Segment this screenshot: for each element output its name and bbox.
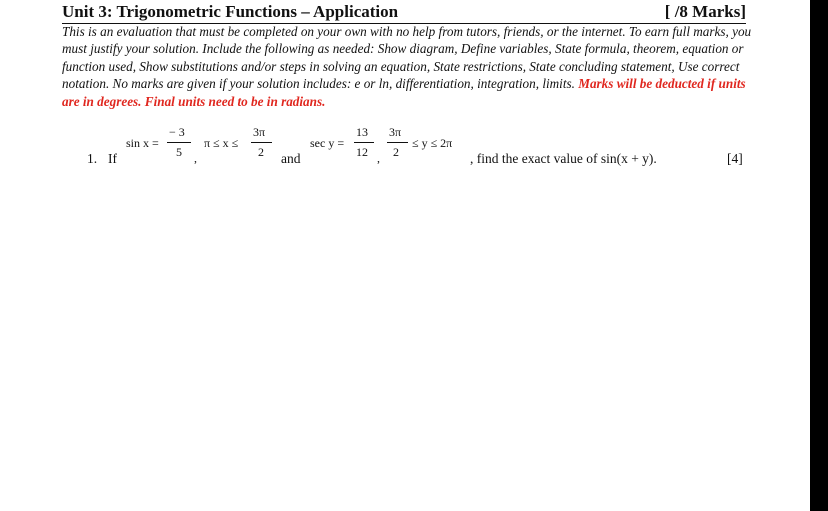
comma-1: , xyxy=(194,151,197,165)
total-marks: [ /8 Marks] xyxy=(664,2,746,21)
question-marks: [4] xyxy=(727,151,743,166)
y-range-fraction-bar xyxy=(387,142,408,143)
sin-x-numerator: − 3 xyxy=(169,125,185,139)
y-range-numerator: 3π xyxy=(389,125,402,139)
header xyxy=(62,1,746,24)
x-range-fraction-bar xyxy=(251,142,272,143)
sec-y-fraction-bar xyxy=(354,142,374,143)
y-range-denominator: 2 xyxy=(393,145,399,159)
question-if: If xyxy=(108,151,117,166)
y-range: ≤ y ≤ 2π xyxy=(412,136,453,150)
sin-x-denominator: 5 xyxy=(176,145,182,159)
instructions xyxy=(62,23,752,110)
sin-x-label: sin x = xyxy=(126,136,159,150)
instructions-text: This is an evaluation that must be completed on your own with no help from tutors, friends, or the internet. To earn full marks, you must justify your solution. Include the following as needed: Show diagram, Define variables, State formula, theorem, equation or function used, Show substitutions and/or steps in solving an equation, State restrictions, State concluding statement, Use correct notation. No marks are given if your solution includes: e or ln, differentiation, integration, limits. xyxy=(62,24,752,92)
sec-y-label: sec y = xyxy=(310,136,345,150)
comma-2: , xyxy=(377,151,380,165)
x-range-numerator: 3π xyxy=(253,125,266,139)
x-range: π ≤ x ≤ xyxy=(204,136,239,150)
and-word: and xyxy=(281,151,301,166)
question-prompt: , find the exact value of sin(x + y). xyxy=(470,151,657,166)
x-range-denominator: 2 xyxy=(258,145,264,159)
question-number: 1. xyxy=(87,151,98,166)
sec-y-numerator: 13 xyxy=(356,125,368,139)
radians-warning: Marks will be deducted if units are in degrees. Final units need to be in radians. xyxy=(62,76,746,109)
unit-title: Unit 3: Trigonometric Functions – Application xyxy=(62,2,399,21)
sec-y-denominator: 12 xyxy=(356,145,368,159)
sin-x-fraction-bar xyxy=(167,142,191,143)
